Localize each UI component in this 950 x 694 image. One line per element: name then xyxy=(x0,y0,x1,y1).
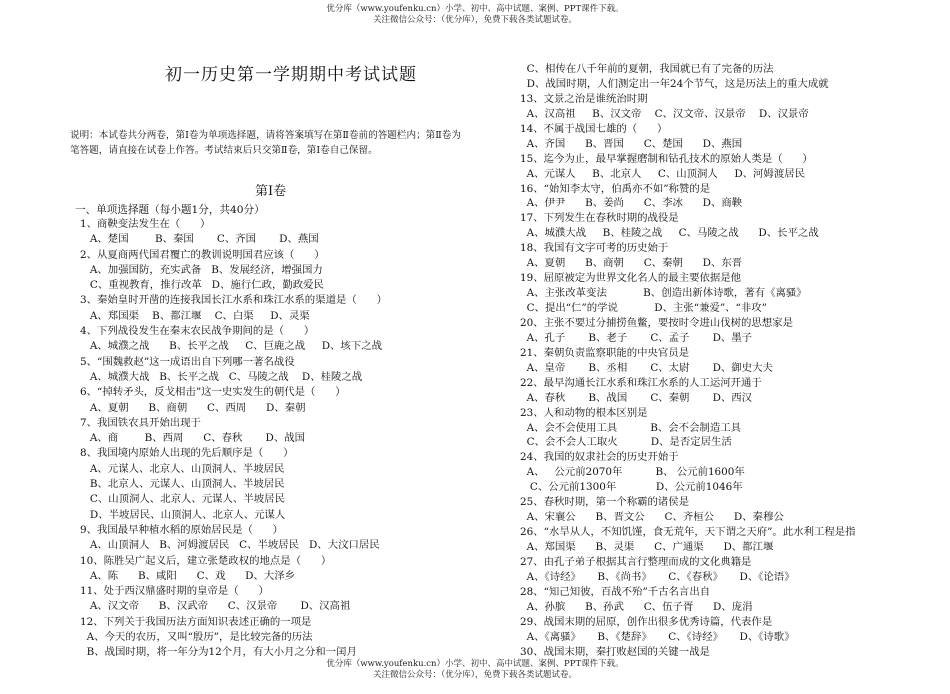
answer-options: A、 公元前2070年 B、 公元前1600年 xyxy=(520,466,745,479)
answer-options: A、郑国渠 B、灵渠 C、广通渠 D、都江堰 xyxy=(520,541,774,553)
question-text: 27、由孔子弟子根据其言行整理而成的文化典籍是 xyxy=(520,555,752,568)
footer-line-1: 优分库（www.youfenku.cn）小学、初中、高中试题、案例、PPT课件下载。 xyxy=(326,659,624,669)
question-text: 10、陈胜吴广起义后，建立张楚政权的地点是（ ） xyxy=(80,554,332,567)
answer-options: A、陈 B、咸阳 C、戏 D、大泽乡 xyxy=(80,569,296,582)
answer-options: A、元谋人、北京人、山顶洞人、半坡居民 xyxy=(80,462,285,475)
right-column-questions xyxy=(520,62,940,660)
question-text: 25、春秋时期，第一个称霸的诸侯是 xyxy=(520,496,690,509)
section-heading: 一、单项选择题（每小题1分，共40分） xyxy=(75,204,265,216)
question-text: 19、屈原被定为世界文化名人的最主要依据是他 xyxy=(520,272,742,285)
answer-options: A、《离骚》 B、《楚辞》 C、《诗经》 D、《诗歌》 xyxy=(520,630,795,643)
question-text: 20、主张不要过分捕捞鱼鳖，要按时令进山伐树的思想家是 xyxy=(520,316,793,329)
question-text: 3、秦始皇时开凿的连接我国长江水系和珠江水系的渠道是（ ） xyxy=(80,294,387,307)
question-text: 7、我国铁农具开始出现于 xyxy=(80,416,201,429)
left-column-questions xyxy=(80,217,480,661)
answer-options: A、今天的农历，又叫“殷历”，是比较完备的历法 xyxy=(80,631,313,644)
answer-options: A、夏朝 B、商朝 C、西周 D、秦朝 xyxy=(80,401,306,414)
answer-options: A、《诗经》 B、《尚书》 C、《春秋》 D、《论语》 xyxy=(520,570,795,583)
answer-options: A、宋襄公 B、晋文公 C、齐桓公 D、秦穆公 xyxy=(520,511,784,524)
question-text: 5、“围魏救赵”这一成语出自下列哪一著名战役 xyxy=(80,355,295,368)
answer-options: A、皇帝 B、丞相 C、太尉 D、御史大夫 xyxy=(520,361,773,374)
page-title: 初一历史第一学期期中考试试题 xyxy=(165,65,417,85)
answer-options: C、公元前1300年 D、公元前1046年 xyxy=(520,481,743,494)
answer-options: C、山顶洞人、北京人、元谋人、半坡居民 xyxy=(80,493,285,506)
answer-options: A、城濮之战 B、长平之战 C、巨鹿之战 D、垓下之战 xyxy=(80,340,382,353)
question-text: 26、“水旱从人，不知饥馑，食无荒年，天下谓之天府”。此水利工程是指 xyxy=(520,526,856,539)
answer-options: A、城濮大战 B、长平之战 C、马陵之战 D、桂陵之战 xyxy=(80,370,363,383)
answer-options: C、会不会人工取火 D、是否定居生活 xyxy=(520,436,732,449)
header-line-1: 优分库（www.youfenku.cn）小学、初中、高中试题、案例、PPT课件下载。 xyxy=(326,4,624,14)
answer-options: A、汉高祖 B、汉文帝 C、汉文帝、汉景帝 D、汉景帝 xyxy=(520,107,809,120)
question-text: 16、“始知李太守，伯禹亦不如”称赞的是 xyxy=(520,182,711,195)
answer-options: A、夏朝 B、商朝 C、秦朝 D、东晋 xyxy=(520,257,743,270)
answer-options: A、郑国渠 B、都江堰 C、白渠 D、灵渠 xyxy=(80,309,310,322)
question-text: 24、我国的奴隶社会的历史开始于 xyxy=(520,451,679,464)
answer-options: C、提出“仁”的学说 D、主张“兼爱”、“非攻” xyxy=(520,302,767,314)
question-text: 11、处于西汉鼎盛时期的皇帝是（ ） xyxy=(80,585,269,598)
question-text: 9、我国最早种植水稻的原始居民是（ ） xyxy=(80,523,284,536)
question-text: 12、下列关于我国历法方面知识表述正确的一项是 xyxy=(80,615,312,628)
answer-options: A、伊尹 B、姜尚 C、李冰 D、商鞅 xyxy=(520,197,743,210)
part-heading: 第Ⅰ卷 xyxy=(255,184,287,199)
answer-options: A、商 B、西周 C、春秋 D、战国 xyxy=(80,432,305,445)
exam-notice: 说明：本试卷共分两卷，第Ⅰ卷为单项选择题，请将答案填写在第Ⅱ卷前的答题栏内；第Ⅱ卷为笔答题，请直接在试卷上作答。考试结束后只交第Ⅱ卷，第Ⅰ卷自己保留。 xyxy=(70,130,461,156)
answer-options: D、战国时期，人们测定出一年24个节气，这是历法上的重大成就 xyxy=(520,77,829,90)
question-text: 4、下列战役发生在秦末农民战争期间的是（ ） xyxy=(80,325,315,338)
answer-options: D、半坡居民、山顶洞人、北京人、元谋人 xyxy=(80,508,286,521)
page-footer xyxy=(0,659,950,681)
answer-options: A、主张改革变法 B、创造出新体诗歌，著有《离骚》 xyxy=(520,287,807,300)
answer-options: A、齐国 B、晋国 C、楚国 D、燕国 xyxy=(520,137,743,150)
question-text: 22、最早沟通长江水系和珠江水系的人工运河开通于 xyxy=(520,376,762,389)
answer-options: A、城濮大战 B、桂陵之战 C、马陵之战 D、长平之战 xyxy=(520,227,819,240)
answer-options: B、战国时期，将一年分为12个月，有大小月之分和一闰月 xyxy=(80,646,357,659)
question-text: 8、我国境内原始人出现的先后顺序是（ ） xyxy=(80,447,294,460)
question-text: 13、文景之治是谁统治时期 xyxy=(520,92,648,105)
question-text: 15、迄今为止，最早掌握磨制和钻孔技术的原始人类是（ ） xyxy=(520,152,813,165)
question-text: 2、从夏商两代国君覆亡的教训说明国君应该（ ） xyxy=(80,248,325,261)
footer-line-2: 关注微信公众号：（优分库），免费下载各类试题试卷。 xyxy=(372,670,577,680)
answer-options: C、重视教育，推行改革 D、施行仁政，勤政爱民 xyxy=(80,279,324,292)
question-text: 23、人和动物的根本区别是 xyxy=(520,406,648,419)
answer-options: A、加强国防，充实武备 B、发展经济，增强国力 xyxy=(80,263,323,276)
question-text: 21、秦朝负责监察职能的中央官员是 xyxy=(520,346,690,359)
answer-options: B、北京人、元谋人、山顶洞人、半坡居民 xyxy=(80,478,285,491)
question-text: 18、我国有文字可考的历史始于 xyxy=(520,242,669,255)
question-text: 6、“掉转矛头，反戈相击”这一史实发生的朝代是（ ） xyxy=(80,386,346,399)
question-text: 14、不属于战国七雄的（ ） xyxy=(520,122,668,135)
page-header xyxy=(0,4,950,26)
question-text: 17、下列发生在春秋时期的战役是 xyxy=(520,212,679,225)
header-line-2: 关注微信公众号：（优分库），免费下载各类试题试卷。 xyxy=(372,15,577,25)
answer-options: A、会不会使用工具 B、会不会制造工具 xyxy=(520,421,742,434)
answer-options: A、元谋人 B、北京人 C、山顶洞人 D、河姆渡居民 xyxy=(520,167,805,180)
question-text: 1、商鞅变法发生在（ ） xyxy=(80,218,211,230)
answer-options: A、山顶洞人 B、河姆渡居民 C、半坡居民 D、大汶口居民 xyxy=(80,539,380,552)
question-text: 28、“知己知彼，百战不殆”千古名言出自 xyxy=(520,585,711,598)
answer-options: A、春秋 B、战国 C、秦朝 D、西汉 xyxy=(520,391,753,404)
answer-options: A、汉文帝 B、汉武帝 C、汉景帝 D、汉高祖 xyxy=(80,600,351,613)
answer-options: A、孙膑 B、孙武 C、伍子胥 D、庞涓 xyxy=(520,600,753,613)
answer-options: A、楚国 B、秦国 C、齐国 D、燕国 xyxy=(80,233,319,246)
answer-options: C、相传在八千年前的夏朝，我国就已有了完备的历法 xyxy=(520,63,774,75)
answer-options: A、孔子 B、老子 C、孟子 D、墨子 xyxy=(520,331,753,344)
question-text: 30、战国末期，秦打败赵国的关键一战是 xyxy=(520,645,710,658)
question-text: 29、战国末期的屈原，创作出很多优秀诗篇，代表作是 xyxy=(520,615,773,628)
